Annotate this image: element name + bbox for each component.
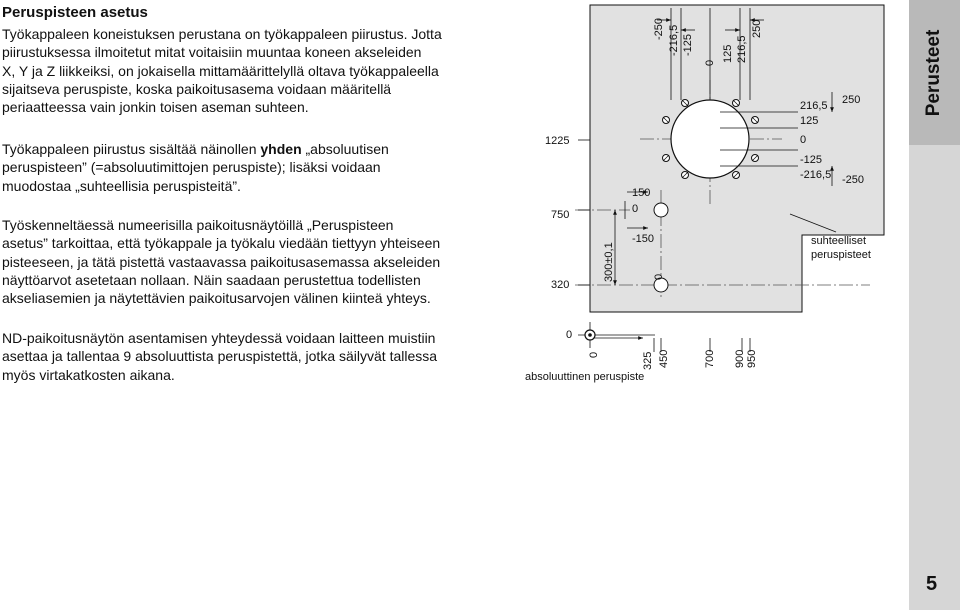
dim-label-bottom: 450 [658,349,670,368]
absolute-point-label: absoluuttinen peruspiste [525,371,645,383]
dim-label-300: 300±0,1 [603,242,615,282]
dim-label-left: 320 [551,279,570,291]
text-line: asettaa ja tallentaa 9 absoluuttista peruspistettä, jotka säilyvät tallessa [2,348,438,365]
dim-label-top: -250 [653,17,665,40]
dim-label-bottom: 0 [588,351,600,358]
text-line: X, Y ja Z liikkeiksi, on jokaisella mittamäärittelyllä oltava työkappaleella [2,62,439,79]
dim-label-top: -216,5 [668,24,680,56]
text-line: ND-paikoitusnäytön asentamisen yhteydessä voidaan laitteen muistiin [2,330,436,346]
relative-points-label: suhteelliset [811,235,867,247]
text-line: piirustuksessa ilmoitetut mitat voitaisiin muuntaa koneen akseleiden [2,44,422,61]
text-line: Työkappaleen koneistuksen perustana on työkappaleen piirustus. Jotta [2,26,442,42]
text-line: „absoluutisen [301,141,389,157]
dim-label-right: 216,5 [800,100,828,112]
dim-label-top: 0 [704,59,716,66]
text-line: asetus” tarkoittaa, että työkappale ja työkalu viedään tiettyyn yhteiseen [2,235,441,252]
dim-label-bottom: 700 [704,349,716,368]
text-line: myös virtakatkosten aikana. [2,366,175,383]
text-line: akseliasemien ja näytettävien paikoitusarvojen välinen kiinteä yhteys. [2,290,431,307]
dim-label-bottom: 950 [746,349,758,368]
page-title: Peruspisteen asetus [2,4,148,21]
small-hole-upper [654,203,668,217]
text-line: sijaitseva peruspiste, koska paikoitusasema voidaan määritellä [2,80,392,97]
page-number: 5 [926,573,938,595]
dim-label-small-hole: 0 [632,203,639,215]
dim-label-top: 250 [751,19,763,38]
dim-label-right: -216,5 [800,169,832,181]
chapter-tab-label: Perusteet [923,29,944,117]
dim-label-left: 1225 [545,135,570,147]
dim-label-left: 750 [551,209,570,221]
dim-label-right: 0 [800,134,807,146]
dim-label-bottom: 325 [642,351,654,370]
relative-points-label: peruspisteet [811,249,871,261]
dim-label-top: 216,5 [736,35,748,63]
dim-label-right: -250 [842,174,865,186]
dim-label-small-hole: -150 [632,233,655,245]
text-line: Työskenneltäessä numeerisilla paikoitusnäytöillä „Peruspisteen [2,217,394,233]
text-line: periaatteessa vain jonkin toisen aseman suhteen. [2,99,309,116]
dim-label-top: 125 [722,44,734,63]
dim-label-top: -125 [682,33,694,56]
text-line: näyttöarvot asetetaan nollaan. Näin saadaan perustettua todellisten [2,271,421,288]
dim-label-zero-vertical: 0 [653,273,665,280]
dim-label-right: -125 [800,154,823,166]
dim-label-right: 250 [842,94,861,106]
dim-label-right: 125 [800,115,819,127]
text-line: pisteeseen, ja tätä pistettä vastaavassa paikoitusasemassa akseleiden [2,253,441,270]
dim-label-small-hole: 150 [632,187,651,199]
emphasis-text: yhden [260,141,302,157]
dim-label-bottom-zero: 0 [566,329,573,341]
text-line: muodostaa „suhteellisia peruspisteitä”. [2,177,241,194]
text-line: Työkappaleen piirustus sisältää näinollen [2,141,261,157]
text-line: peruspisteen” (=absoluutimittojen peruspiste); lisäksi voidaan [2,159,381,176]
dim-label-bottom: 900 [734,349,746,368]
